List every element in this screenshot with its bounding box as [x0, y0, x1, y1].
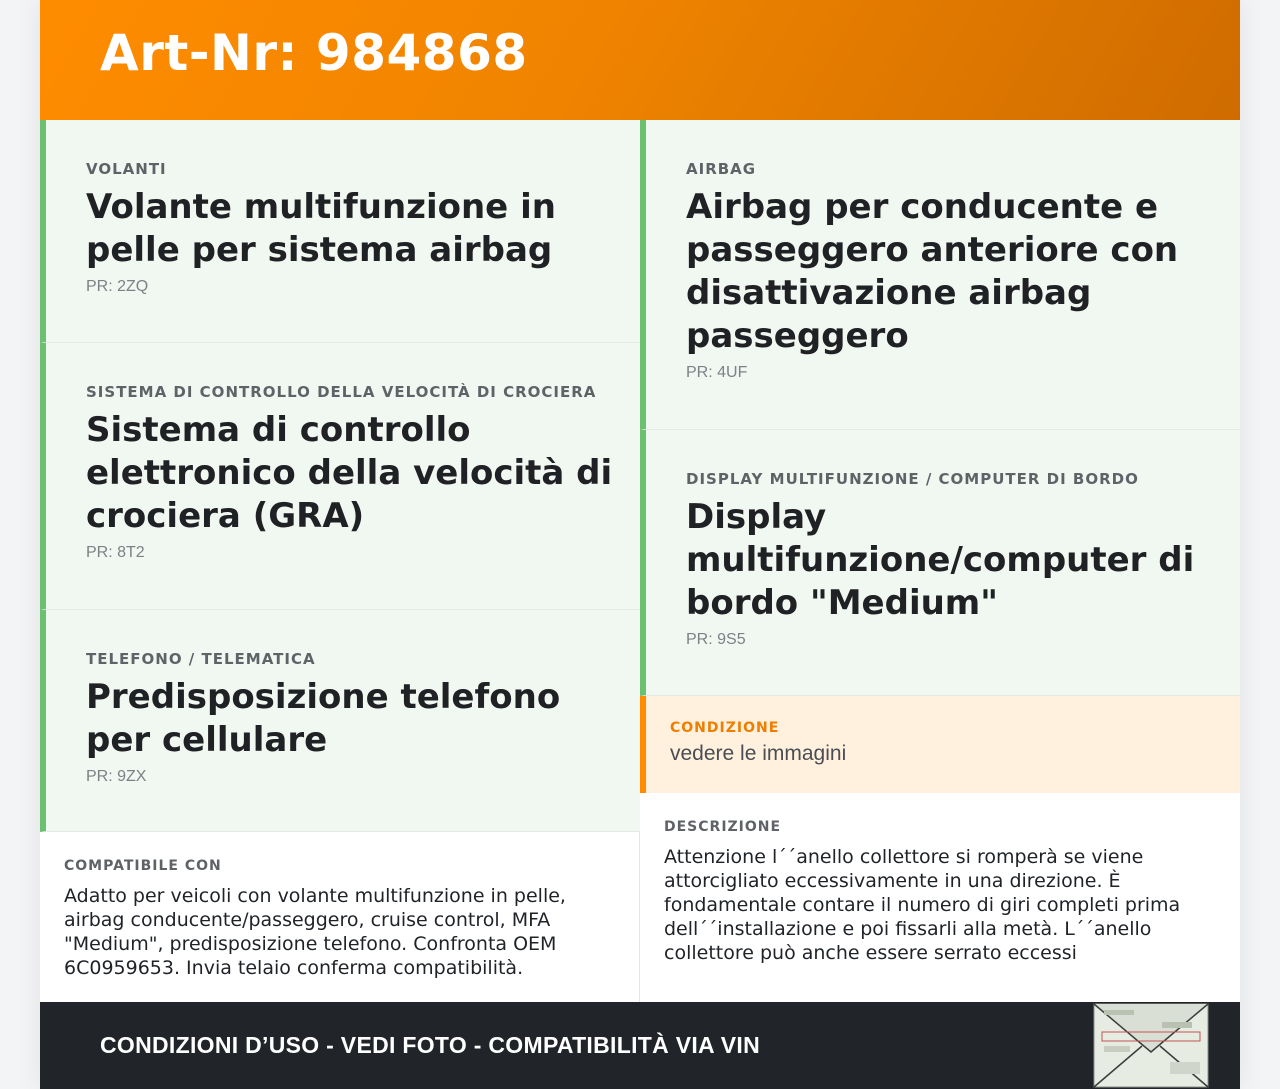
compatible-label: COMPATIBILE CON: [64, 858, 222, 874]
feature-card-display: [640, 430, 1240, 696]
feature-category: AIRBAG: [686, 160, 757, 178]
compatible-box: [40, 832, 639, 1002]
footer-bar: [40, 1002, 1240, 1089]
envelope-icon: [1092, 1002, 1210, 1089]
feature-pr-code: PR: 9ZX: [86, 768, 147, 785]
article-number-title: Art-Nr: 984868: [100, 24, 528, 82]
condition-box: [640, 696, 1240, 793]
feature-card-phone: [40, 610, 640, 832]
feature-pr-code: PR: 2ZQ: [86, 278, 149, 295]
feature-pr-code: PR: 9S5: [686, 631, 746, 648]
header-banner: [40, 0, 1240, 120]
condition-label: CONDIZIONE: [670, 720, 780, 736]
feature-title: Sistema di controllo elettronico della velocità di crociera (GRA): [86, 410, 613, 536]
feature-category: VOLANTI: [86, 160, 167, 178]
feature-pr-code: PR: 8T2: [86, 544, 145, 561]
footer-text: CONDIZIONI D’USO - VEDI FOTO - COMPATIBILITÀ VIA VIN: [100, 1032, 761, 1058]
feature-category: SISTEMA DI CONTROLLO DELLA VELOCITÀ DI CROCIERA: [86, 383, 597, 401]
feature-category: TELEFONO / TELEMATICA: [86, 650, 316, 668]
description-box: [640, 793, 1240, 1002]
condition-value: vedere le immagini: [670, 742, 847, 765]
description-label: DESCRIZIONE: [664, 819, 782, 835]
product-sheet: [40, 0, 1240, 1089]
feature-title: Predisposizione telefono per cellulare: [86, 677, 561, 760]
feature-card-steering-wheel: [40, 120, 640, 343]
feature-pr-code: PR: 4UF: [686, 364, 748, 381]
feature-card-airbag: [640, 120, 1240, 430]
description-text: Attenzione l´´anello collettore si romperà se viene attorcigliato eccessivamente in una direzione. È fondamentale contare il numero di giri completi prima dell´´installazione e poi fissarli alla metà. L´´anello collettore può anche essere serrato eccessi: [664, 846, 1181, 964]
compatible-text: Adatto per veicoli con volante multifunzione in pelle, airbag conducente/passeggero, cruise control, MFA "Medium", predisposizione telefono. Confronta OEM 6C0959653. Invia telaio conferma compatibilità.: [64, 885, 566, 979]
feature-title: Display multifunzione/computer di bordo "Medium": [686, 497, 1195, 623]
feature-title: Volante multifunzione in pelle per sistema airbag: [86, 187, 556, 270]
feature-title: Airbag per conducente e passeggero anteriore con disattivazione airbag passeggero: [686, 187, 1179, 356]
feature-category: DISPLAY MULTIFUNZIONE / COMPUTER DI BORDO: [686, 470, 1139, 488]
feature-card-cruise-control: [40, 343, 640, 610]
